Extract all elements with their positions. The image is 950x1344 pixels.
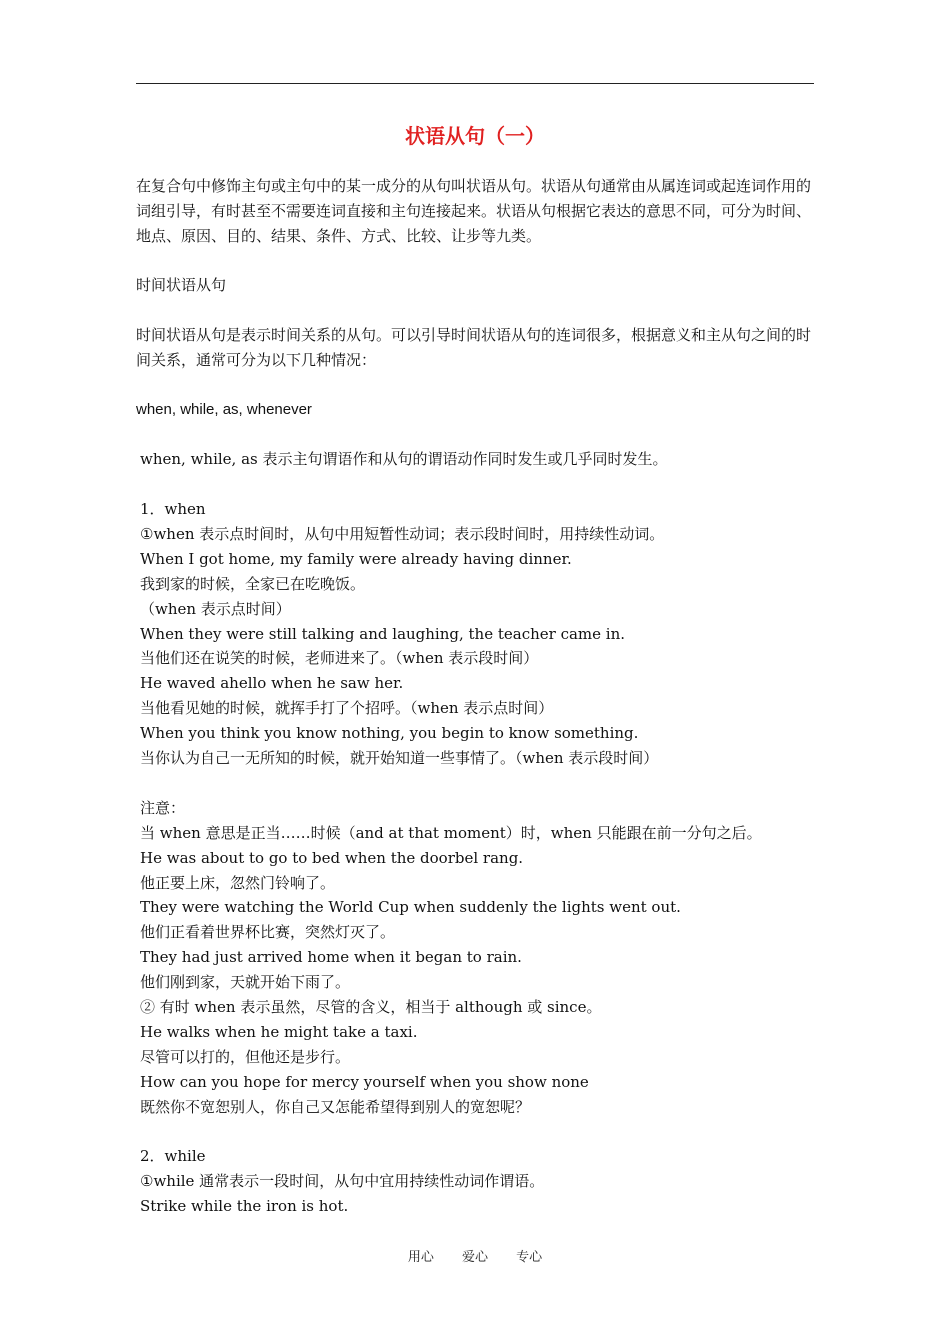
- section-intro: 时间状语从句是表示时间关系的从句。可以引导时间状语从句的连词很多，根据意义和主从句之间的时间关系，通常可分为以下几种情况：: [136, 326, 812, 369]
- intro-paragraph: 在复合句中修饰主句或主句中的某一成分的从句叫状语从句。状语从句通常由从属连词或起连词作用的词组引导，有时甚至不需要连词直接和主句连接起来。状语从句根据它表达的意思不同，可分为时间、地点、原因、目的、结果、条件、方式、比较、让步等九类。: [136, 177, 812, 245]
- footer-text: 专心: [516, 1250, 543, 1265]
- text-line: ② 有时 when 表示虽然，尽管的含义，相当于 although 或 since。: [140, 998, 602, 1016]
- text-line: He waved ahello when he saw her.: [140, 674, 404, 693]
- footer-text: 用心: [407, 1250, 434, 1265]
- text-line: When you think you know nothing, you begin to know something.: [140, 724, 639, 743]
- text-line: ①when 表示点时间时，从句中用短暂性动词；表示段时间时，用持续性动词。: [140, 524, 665, 543]
- text-line: They had just arrived home when it began to rain.: [140, 948, 522, 967]
- text-line: （when 表示点时间）: [140, 599, 291, 618]
- text-line: 2．while: [140, 1147, 206, 1166]
- section-heading: 时间状语从句: [136, 276, 227, 294]
- text-line: 他们刚到家，天就开始下雨了。: [140, 973, 351, 992]
- text-line: 当他们还在说笑的时候，老师进来了。（when 表示段时间）: [140, 649, 539, 668]
- text-line: When they were still talking and laughing, the teacher came in.: [140, 624, 626, 643]
- text-line: 他们正看着世界杯比赛，突然灯灭了。: [140, 923, 396, 942]
- page-footer: [0, 1248, 950, 1268]
- text-line: 当 when 意思是正当……时候（and at that moment）时，when 只能跟在前一分句之后。: [140, 823, 762, 842]
- text-line: 当你认为自己一无所知的时候，就开始知道一些事情了。（when 表示段时间）: [140, 749, 659, 767]
- text-line: He walks when he might take a taxi.: [140, 1022, 418, 1041]
- text-line: How can you hope for mercy yourself when you show none: [140, 1072, 589, 1091]
- page-title: 状语从句（一）: [405, 124, 545, 148]
- text-line: 注意：: [140, 798, 186, 817]
- text-line: 1．when: [140, 500, 206, 518]
- conjunction-list: when, while, as, whenever: [136, 401, 312, 418]
- text-line: They were watching the World Cup when suddenly the lights went out.: [140, 898, 681, 917]
- text-line: When I got home, my family were already having dinner.: [140, 549, 572, 568]
- text-line: He was about to go to bed when the doorbel rang.: [140, 848, 524, 867]
- text-line: 他正要上床，忽然门铃响了。: [140, 873, 336, 892]
- text-line: 当他看见她的时候，就挥手打了个招呼。（when 表示点时间）: [140, 699, 554, 718]
- text-line: Strike while the iron is hot.: [140, 1197, 349, 1216]
- header-rule: [136, 83, 814, 84]
- text-line: 尽管可以打的，但他还是步行。: [140, 1047, 351, 1066]
- footer-text: 爱心: [461, 1250, 488, 1265]
- text-line: ①while 通常表示一段时间，从句中宜用持续性动词作谓语。: [140, 1172, 545, 1191]
- text-line: 既然你不宽恕别人，你自己又怎能希望得到别人的宽恕呢？: [140, 1097, 531, 1116]
- text-line: 我到家的时候，全家已在吃晚饭。: [140, 574, 366, 593]
- conjunction-description: when, while, as 表示主句谓语作和从句的谓语动作同时发生或几乎同时发生。: [140, 450, 668, 468]
